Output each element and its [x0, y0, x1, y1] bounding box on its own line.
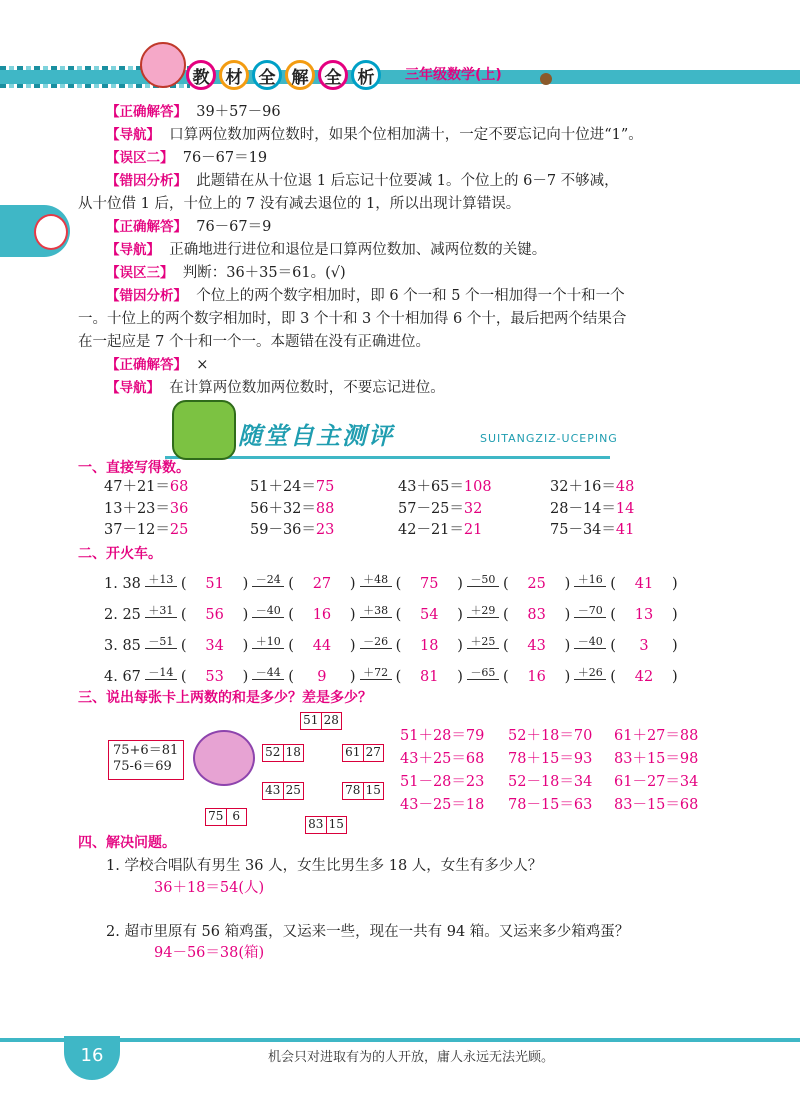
problem-question: 1. 学校合唱队有男生 36 人，女生比男生多 18 人，女生有多少人？ — [106, 858, 543, 874]
card-answer: 61－27＝34 — [614, 774, 699, 790]
decoration-icon — [540, 73, 552, 85]
title-char: 材 — [219, 60, 249, 90]
title-char: 全 — [252, 60, 282, 90]
book-title — [186, 60, 381, 90]
text-line: 【错因分析】 此题错在从十位退 1 后忘记十位要减 1。个位上的 6－7 不够减， — [106, 173, 619, 189]
page-number: 16 — [64, 1036, 120, 1080]
train-operation: －51 — [148, 635, 174, 648]
calc-answer: 108 — [463, 479, 492, 495]
section-title: 一、直接写得数。 — [78, 460, 190, 476]
train-row: 1. 38 ＋13 ( 51 ) －24 ( 27 ) ＋48 ( 75 ) －50 ( 25 ) ＋16 ( 41 ) — [104, 574, 678, 594]
card-answer: 83－15＝68 — [614, 797, 699, 813]
calc-item — [550, 520, 634, 540]
train-operation: －26 — [363, 635, 389, 648]
train-row: 3. 85 －51 ( 34 ) ＋10 ( 44 ) －26 ( 18 ) ＋25 ( 43 ) －40 ( 3 ) — [104, 636, 678, 656]
text-line: 【误区二】 76－67＝19 — [106, 150, 268, 166]
footer-motto: 机会只对进取有为的人开放，庸人永远无法光顾。 — [268, 1050, 555, 1065]
train-operation: ＋38 — [363, 604, 389, 617]
train-row: 4. 67 －14 ( 53 ) －44 ( 9 ) ＋72 ( 81 ) －65 ( 16 ) ＋26 ( 42 ) — [104, 667, 678, 687]
text-line: 【导航】 在计算两位数加两位数时，不要忘记进位。 — [106, 380, 445, 396]
train-answer: 13 — [634, 607, 654, 623]
problem-answer: 94－56＝38(箱) — [154, 945, 265, 961]
section-title: 四、解决问题。 — [78, 835, 176, 851]
train-answer: 34 — [205, 638, 224, 654]
card-answer: 83＋15＝98 — [614, 751, 699, 767]
problem-question: 2. 超市里原有 56 箱鸡蛋，又运来一些，现在一共有 94 箱。又运来多少箱鸡蛋？ — [106, 924, 630, 940]
train-answer: 16 — [312, 607, 332, 623]
card-number: 61 — [343, 745, 364, 761]
train-start: 3. 85 — [104, 638, 141, 654]
train-operation: －40 — [255, 604, 281, 617]
train-operation: －65 — [470, 666, 496, 679]
text-line: 从十位借 1 后，十位上的 7 没有减去退位的 1，所以出现计算错误。 — [78, 196, 521, 212]
train-operation: －24 — [255, 573, 281, 586]
example-diff: 75-6＝69 — [113, 759, 172, 774]
train-arrow — [570, 605, 610, 625]
train-operation: ＋48 — [363, 573, 389, 586]
title-char: 全 — [318, 60, 348, 90]
train-arrow — [248, 605, 288, 625]
card-answer: 51＋28＝79 — [400, 728, 485, 744]
train-arrow — [356, 667, 396, 687]
calc-question: 28－14＝ — [550, 500, 616, 517]
card-answer: 43＋25＝68 — [400, 751, 485, 767]
train-row: 2. 25 ＋31 ( 56 ) －40 ( 16 ) ＋38 ( 54 ) ＋29 ( 83 ) －70 ( 13 ) — [104, 605, 678, 625]
train-answer: 25 — [527, 576, 546, 592]
text-line: 【正确解答】 76－67＝9 — [106, 219, 272, 235]
card-answer: 52＋18＝70 — [508, 728, 593, 744]
train-arrow — [463, 636, 503, 656]
train-operation: －40 — [577, 635, 603, 648]
calc-question: 37－12＝ — [104, 522, 170, 538]
train-operation: ＋26 — [577, 666, 603, 679]
card-number: 25 — [285, 783, 301, 797]
train-answer: 83 — [527, 607, 546, 623]
card-answer: 52－18＝34 — [508, 774, 593, 790]
calc-answer: 88 — [315, 500, 335, 517]
train-arrow — [463, 574, 503, 594]
train-arrow — [248, 667, 288, 687]
calc-item — [250, 477, 334, 497]
card-number: 15 — [328, 817, 344, 831]
text-line: 一。十位上的两个数字相加时，即 3 个十和 3 个十相加得 6 个十，最后把两个结果合 — [78, 311, 627, 327]
text-line: 【导航】 正确地进行进位和退位是口算两位数加、减两位数的关键。 — [106, 242, 547, 258]
train-start: 4. 67 — [104, 669, 141, 685]
card-number: 28 — [323, 713, 339, 727]
text-line: 【错因分析】 个位上的两个数字相加时，即 6 个一和 5 个一相加得一个十和一个 — [106, 288, 625, 304]
card-number: 51 — [301, 713, 322, 729]
number-card — [262, 744, 304, 762]
train-operation: ＋13 — [148, 573, 174, 586]
calc-question: 47＋21＝ — [104, 479, 170, 495]
train-arrow — [141, 605, 181, 625]
train-arrow — [570, 636, 610, 656]
footer-band — [0, 1038, 800, 1042]
train-answer: 41 — [634, 576, 654, 592]
train-operation: ＋10 — [255, 635, 281, 648]
calc-item — [398, 520, 482, 540]
train-answer: 51 — [205, 576, 224, 592]
text-line: 【误区三】 判断：36＋35＝61。(√) — [106, 265, 346, 281]
text-line: 【正确解答】 39＋57－96 — [106, 104, 281, 120]
elephant-icon — [193, 730, 255, 786]
train-answer: 53 — [205, 669, 224, 685]
calc-answer: 21 — [463, 522, 483, 538]
train-arrow — [248, 574, 288, 594]
train-operation: ＋29 — [470, 604, 496, 617]
calc-item — [550, 499, 634, 519]
train-answer: 3 — [639, 638, 649, 654]
calc-item — [104, 499, 188, 519]
calc-question: 43＋65＝ — [398, 479, 464, 495]
train-arrow — [356, 605, 396, 625]
train-arrow — [248, 636, 288, 656]
train-operation: －44 — [255, 666, 281, 679]
train-answer: 18 — [420, 638, 439, 654]
train-arrow — [356, 636, 396, 656]
calc-item — [104, 520, 188, 540]
calc-question: 59－36＝ — [250, 522, 316, 538]
train-answer: 54 — [420, 607, 439, 623]
card-number: 83 — [306, 817, 327, 833]
card-number: 18 — [285, 745, 301, 759]
train-start: 1. 38 — [104, 576, 141, 592]
calc-question: 13＋23＝ — [104, 500, 170, 517]
example-sum: 75+6＝81 — [113, 743, 179, 758]
calc-item — [104, 477, 188, 497]
card-number: 43 — [263, 783, 284, 799]
train-operation: ＋31 — [148, 604, 174, 617]
banner-title: 随堂自主测评 — [238, 422, 394, 450]
number-card — [205, 808, 247, 826]
title-char: 析 — [351, 60, 381, 90]
card-number: 75 — [206, 809, 227, 825]
calc-question: 51＋24＝ — [250, 479, 316, 495]
title-char: 解 — [285, 60, 315, 90]
train-answer: 56 — [205, 607, 224, 623]
calc-answer: 75 — [315, 479, 335, 495]
section-title: 二、开火车。 — [78, 546, 162, 562]
train-answer: 27 — [312, 576, 332, 592]
banner-subtitle: SUITANGZIZ-UCEPING — [480, 432, 618, 445]
train-answer: 81 — [420, 669, 439, 685]
train-answer: 16 — [527, 669, 546, 685]
train-arrow — [141, 667, 181, 687]
number-card — [300, 712, 342, 730]
train-answer: 44 — [312, 638, 332, 654]
text-line: 【正确解答】 × — [106, 357, 209, 373]
calc-answer: 41 — [615, 522, 635, 538]
train-answer: 75 — [420, 576, 439, 592]
number-card — [305, 816, 347, 834]
train-arrow — [570, 574, 610, 594]
calc-answer: 14 — [615, 500, 635, 517]
calc-answer: 48 — [615, 479, 635, 495]
train-arrow — [570, 667, 610, 687]
card-answer: 78－15＝63 — [508, 797, 593, 813]
train-operation: －14 — [148, 666, 174, 679]
grade-label: 三年级数学(上) — [405, 67, 502, 83]
calc-answer: 36 — [169, 500, 189, 517]
card-number: 15 — [365, 783, 381, 797]
calc-question: 32＋16＝ — [550, 479, 616, 495]
calc-item — [250, 499, 334, 519]
train-operation: －50 — [470, 573, 496, 586]
number-card — [342, 782, 384, 800]
calc-answer: 68 — [169, 479, 189, 495]
train-answer: 43 — [527, 638, 546, 654]
calc-question: 75－34＝ — [550, 522, 616, 538]
problem-answer: 36＋18＝54(人) — [154, 880, 265, 896]
card-answer: 43－25＝18 — [400, 797, 485, 813]
train-answer: 9 — [317, 669, 327, 685]
train-operation: ＋72 — [363, 666, 389, 679]
card-number: 78 — [343, 783, 364, 799]
text-line: 在一起应是 7 个十和一个一。本题错在没有正确进位。 — [78, 334, 430, 350]
train-arrow — [141, 574, 181, 594]
example-card — [108, 740, 184, 780]
monster-icon — [172, 400, 236, 460]
train-arrow — [141, 636, 181, 656]
cartoon-face-icon — [34, 214, 68, 250]
title-char: 教 — [186, 60, 216, 90]
calc-question: 56＋32＝ — [250, 500, 316, 517]
text-line: 【导航】 口算两位数加两位数时，如果个位相加满十，一定不要忘记向十位进“1”。 — [106, 127, 643, 143]
train-start: 2. 25 — [104, 607, 141, 623]
card-answer: 78＋15＝93 — [508, 751, 593, 767]
calc-question: 42－21＝ — [398, 522, 464, 538]
mascot-icon — [140, 42, 186, 88]
card-answer: 61＋27＝88 — [614, 728, 699, 744]
train-operation: －70 — [577, 604, 603, 617]
train-answer: 42 — [634, 669, 654, 685]
train-operation: ＋16 — [577, 573, 603, 586]
card-number: 27 — [365, 745, 381, 759]
header-band — [0, 70, 800, 84]
train-operation: ＋25 — [470, 635, 496, 648]
calc-item — [550, 477, 634, 497]
section-title: 三、说出每张卡上两数的和是多少？差是多少？ — [78, 690, 372, 706]
calc-item — [250, 520, 334, 540]
card-number: 6 — [232, 809, 241, 823]
calc-answer: 23 — [315, 522, 335, 538]
calc-question: 57－25＝ — [398, 500, 464, 517]
train-arrow — [463, 605, 503, 625]
calc-item — [398, 499, 482, 519]
card-number: 52 — [263, 745, 284, 761]
calc-answer: 25 — [169, 522, 189, 538]
train-arrow — [463, 667, 503, 687]
number-card — [262, 782, 304, 800]
number-card — [342, 744, 384, 762]
calc-answer: 32 — [463, 500, 483, 517]
train-arrow — [356, 574, 396, 594]
card-answer: 51－28＝23 — [400, 774, 485, 790]
calc-item — [398, 477, 492, 497]
